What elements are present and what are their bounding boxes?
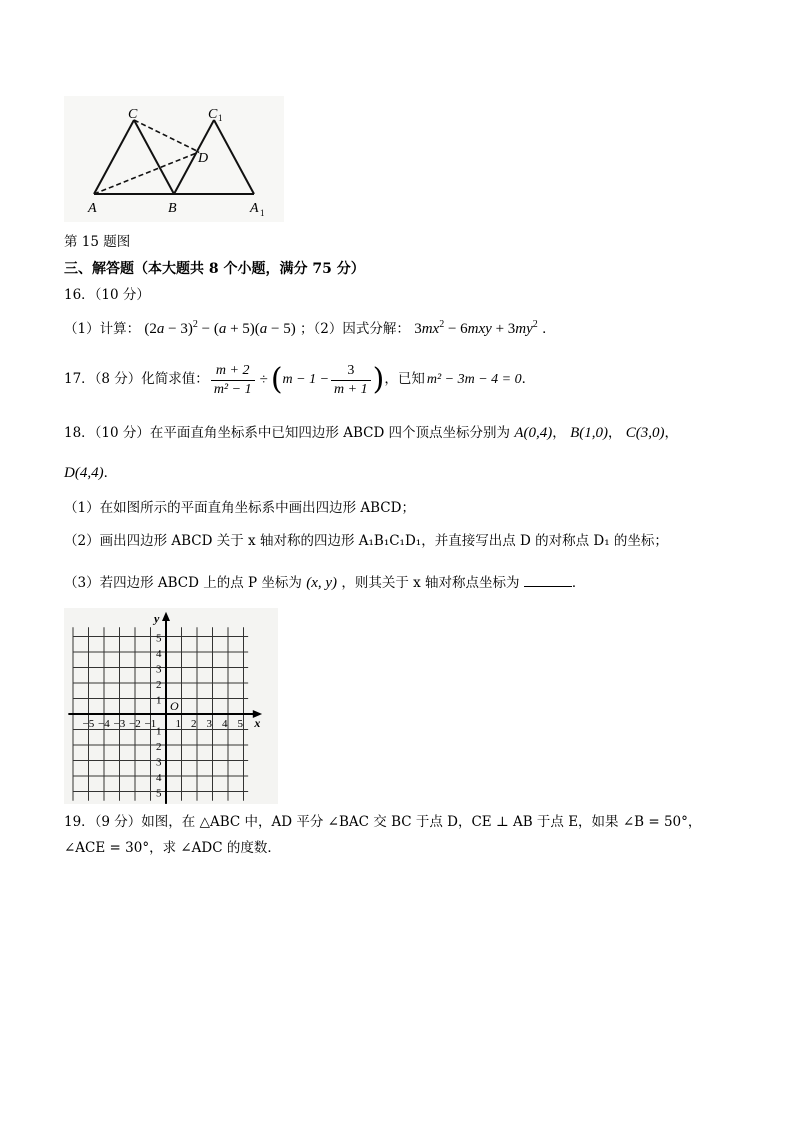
q19-line-2: ∠ACE = 30°，求 ∠ADC 的度数． bbox=[64, 840, 281, 856]
x-tick-label: −5 bbox=[82, 718, 95, 730]
x-tick-label: 4 bbox=[222, 718, 228, 730]
q18-part-1: （1）在如图所示的平面直角坐标系中画出四边形 ABCD； bbox=[64, 500, 415, 516]
q16-heading: 16．（10 分） bbox=[64, 287, 150, 303]
q17-fraction-2: $\frac{3}{m + 1}$ bbox=[331, 364, 371, 397]
point-a: A(0,4) bbox=[514, 425, 553, 441]
q18-part-3: （3）若四边形 ABCD 上的点 P 坐标为 (x, y) ，则其关于 x 轴对称点坐标为 ． bbox=[64, 575, 586, 591]
x-tick-label: 3 bbox=[206, 718, 212, 730]
y-tick-label: 5 bbox=[156, 632, 162, 645]
q16-part1-label: （1）计算： bbox=[64, 321, 141, 337]
q16-part2-label: ；（2）因式分解： bbox=[300, 321, 410, 337]
figure-15-caption: 第 15 题图 bbox=[64, 234, 131, 250]
x-axis-label: x bbox=[254, 716, 261, 730]
q17-inner: m − 1 − bbox=[282, 372, 330, 387]
y-tick-label: 3 bbox=[156, 663, 162, 676]
coordinate-grid bbox=[64, 608, 278, 804]
q16-factor-expression: $3mx^2 - 6mxy + 3my^2$ bbox=[414, 319, 538, 337]
y-tick-label: 1 bbox=[156, 694, 162, 707]
x-tick-label: 2 bbox=[191, 718, 197, 730]
x-tick-label: −3 bbox=[113, 718, 126, 730]
y-tick-label: 4 bbox=[156, 772, 162, 784]
y-tick-label: 2 bbox=[156, 741, 162, 753]
point-c: C(3,0) bbox=[625, 425, 665, 441]
q18-part-2: （2）画出四边形 ABCD 关于 x 轴对称的四边形 A₁B₁C₁D₁，并直接写出点 D 的对称点 D₁ 的坐标； bbox=[64, 533, 668, 549]
y-axis-arrow bbox=[162, 612, 170, 621]
label-c1: C bbox=[208, 107, 218, 122]
q17-condition-label: ，已知 bbox=[384, 371, 425, 388]
label-b: B bbox=[168, 201, 177, 216]
y-tick-label: 1 bbox=[156, 725, 162, 738]
x-tick-label: 1 bbox=[175, 718, 181, 730]
figure-15 bbox=[64, 96, 284, 222]
figure-15-drawing bbox=[64, 96, 284, 222]
label-c: C bbox=[128, 107, 138, 122]
y-tick-label: 3 bbox=[156, 756, 162, 769]
section-3-title: 三、解答题（本大题共 8 个小题，满分 75 分） bbox=[64, 261, 365, 277]
x-tick-label: −2 bbox=[129, 718, 141, 730]
point-d: D(4,4) bbox=[64, 465, 104, 481]
x-tick-label: −1 bbox=[144, 718, 157, 730]
q17-fraction-1: $\frac{m + 2}{\text{m² − 1}}$ bbox=[211, 364, 255, 397]
q17-condition: m² − 3m − 4 = 0 bbox=[426, 372, 522, 387]
y-tick-label: 5 bbox=[156, 787, 162, 800]
coordinate-grid-drawing bbox=[64, 608, 278, 804]
answer-blank[interactable] bbox=[524, 574, 572, 587]
label-a1: A bbox=[250, 201, 259, 216]
y-axis-label: y bbox=[154, 611, 160, 626]
origin-label: O bbox=[170, 699, 179, 713]
label-d: D bbox=[198, 151, 209, 166]
q18-line-2: D(4,4)． bbox=[64, 465, 118, 481]
q17-line: 17．（8 分）化简求值： $\frac{m + 2}{\text{m² − 1}}$ ÷ ( m − 1 − $\frac{3}{m + 1}$ ) ，已知 m² − 3m − 4 = 0 ． bbox=[64, 362, 536, 397]
y-tick-label: 2 bbox=[156, 679, 162, 691]
q16-parts: （1）计算： $(2a - 3)^2 - (a + 5)(a - 5)$ ；（2）因式分解： $3mx^2 - 6mxy + 3my^2$ ． bbox=[64, 319, 556, 337]
label-c1-sub: 1 bbox=[218, 113, 223, 123]
x-tick-label: 5 bbox=[237, 718, 243, 730]
point-b: B(1,0) bbox=[570, 425, 608, 441]
q19-line-1: 19．（9 分）如图，在 △ABC 中，AD 平分 ∠BAC 交 BC 于点 D，CE ⊥ AB 于点 E，如果 ∠B = 50°， bbox=[64, 814, 702, 830]
q18-line-1: 18．（10 分）在平面直角坐标系中已知四边形 ABCD 四个顶点坐标分别为 A(0,4)， B(1,0)， C(3,0)， bbox=[64, 425, 679, 441]
label-a1-sub: 1 bbox=[260, 208, 265, 218]
q17-heading: 17．（8 分）化简求值： bbox=[64, 371, 209, 388]
q16-expression: $(2a - 3)^2 - (a + 5)(a - 5)$ bbox=[144, 319, 296, 337]
label-a: A bbox=[88, 201, 97, 216]
x-tick-label: −4 bbox=[98, 718, 110, 730]
y-tick-label: 4 bbox=[156, 648, 162, 660]
